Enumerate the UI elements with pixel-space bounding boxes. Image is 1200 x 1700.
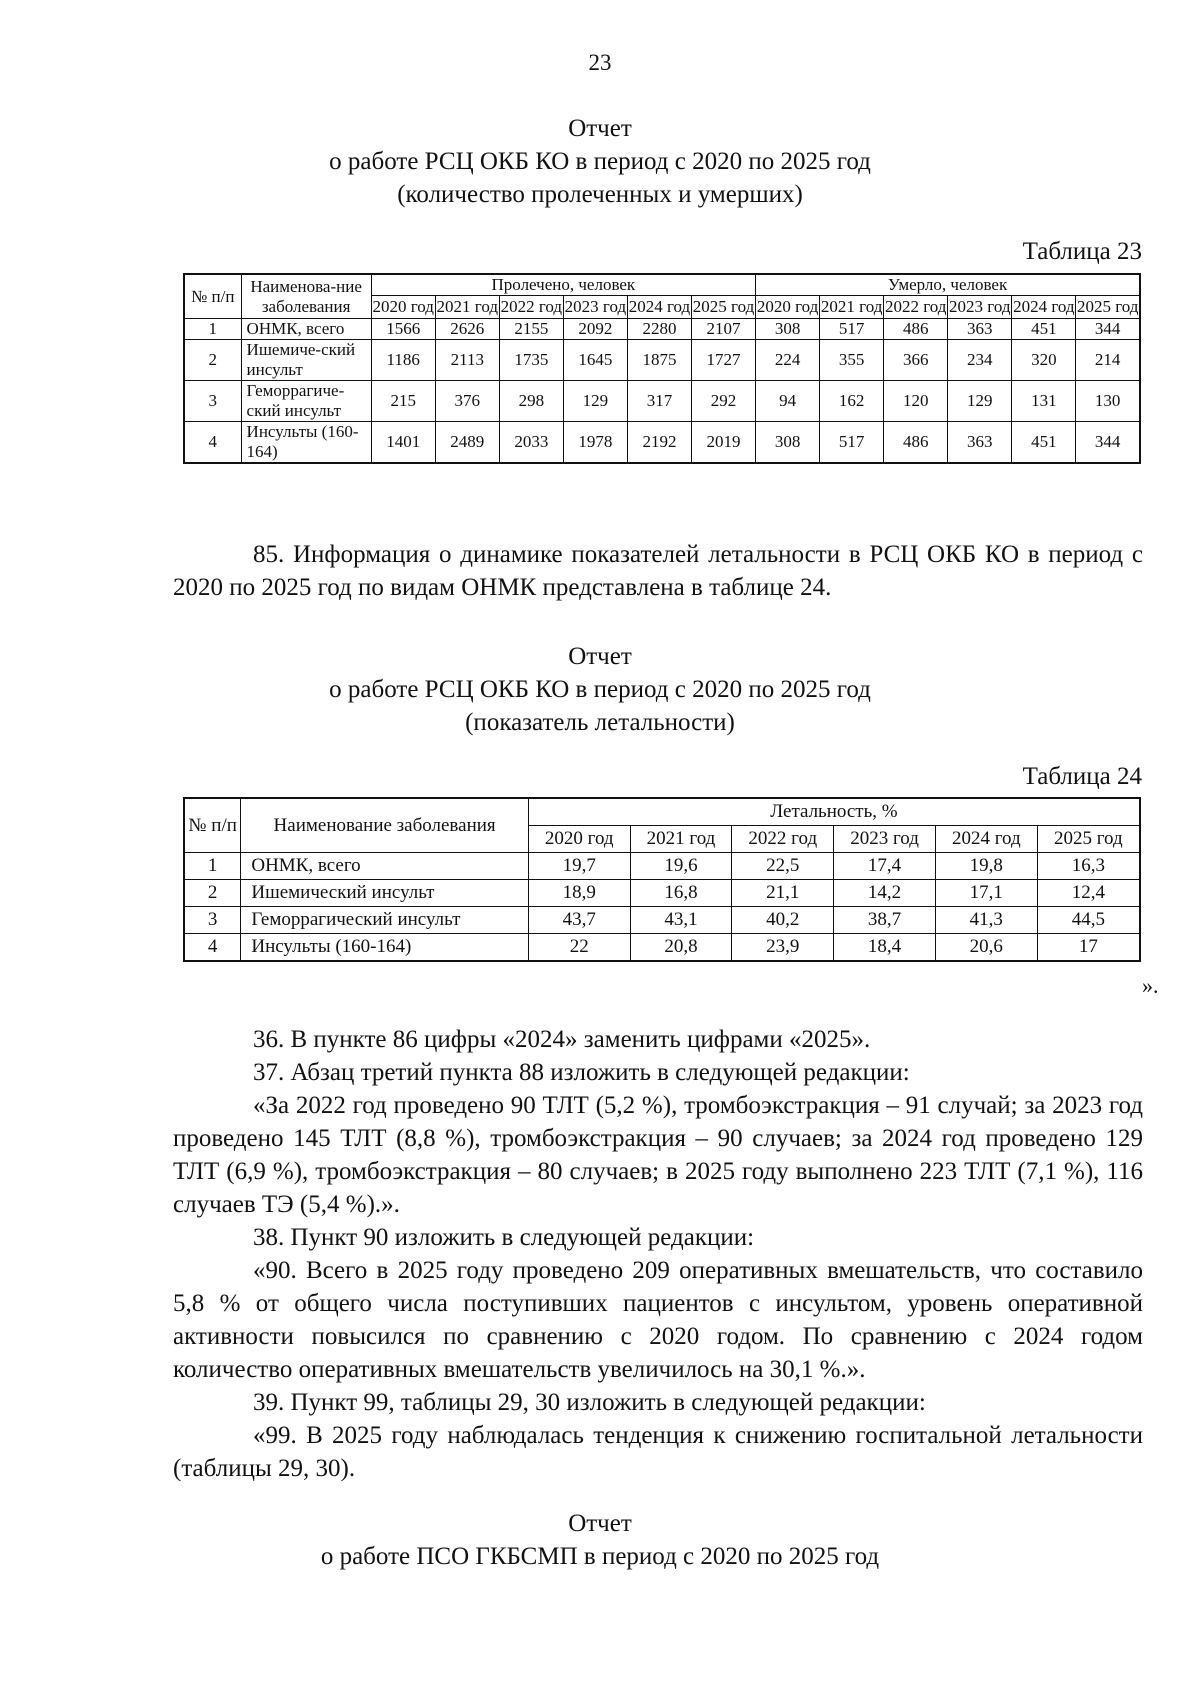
col-header-name: Наименование заболевания: [241, 798, 529, 853]
paragraph-38-quote: «90. Всего в 2025 году проведено 209 оперативных вмешательств, что составило 5,8 % от общего числа поступивших пациентов с инсультом, уровень оперативной активности повысился по сравнению с 2020 годом. По сравнению с 2024 годом количество оперативных вмешательств увеличилось на 30,1 %.».: [173, 1257, 1143, 1383]
year-header: 2025 год: [1037, 826, 1140, 853]
died-value: 366: [884, 340, 948, 381]
treated-value: 1401: [371, 422, 435, 464]
table-24: [183, 797, 1141, 962]
died-value: 363: [948, 319, 1012, 340]
table-row: [184, 422, 1140, 464]
row-number: 4: [184, 422, 241, 464]
lethality-value: 23,9: [732, 934, 834, 962]
lethality-value: 14,2: [834, 880, 936, 907]
table-row: [184, 880, 1140, 907]
row-number: 2: [184, 340, 241, 381]
year-header: 2023 год: [948, 296, 1012, 319]
row-number: 3: [184, 907, 241, 934]
lethality-value: 20,8: [630, 934, 732, 962]
treated-value: 2155: [499, 319, 563, 340]
died-value: 214: [1076, 340, 1140, 381]
report3-subheading: о работе ПСО ГКБСМП в период с 2020 по 2025 год: [320, 1543, 880, 1570]
treated-value: 2092: [563, 319, 627, 340]
died-value: 308: [756, 422, 820, 464]
year-header: 2025 год: [691, 296, 755, 319]
lethality-value: 19,8: [935, 853, 1037, 880]
paragraph-85: [173, 538, 1143, 604]
table-row: [184, 934, 1140, 962]
treated-value: 2489: [435, 422, 499, 464]
table-row: [184, 853, 1140, 880]
year-header: 2020 год: [371, 296, 435, 319]
year-header: 2020 год: [756, 296, 820, 319]
lethality-value: 20,6: [935, 934, 1037, 962]
year-header: 2024 год: [1012, 296, 1076, 319]
paragraph-36: 36. В пункте 86 цифры «2024» заменить цифрами «2025».: [253, 1026, 871, 1053]
treated-value: 2192: [627, 422, 691, 464]
year-header: 2021 год: [630, 826, 732, 853]
disease-name: ОНМК, всего: [241, 319, 371, 340]
treated-value: 1735: [499, 340, 563, 381]
paragraph-38: 38. Пункт 90 изложить в следующей редакции:: [253, 1224, 755, 1251]
year-header: 2022 год: [884, 296, 948, 319]
amendments-text: [173, 1023, 1143, 1485]
year-header: 2025 год: [1076, 296, 1140, 319]
died-value: 517: [820, 422, 884, 464]
died-value: 130: [1076, 381, 1140, 422]
row-number: 1: [184, 319, 241, 340]
died-value: 486: [884, 422, 948, 464]
paragraph-39-quote: «99. В 2025 году наблюдалась тенденция к снижению госпитальной летальности (таблицы 29, 30).: [173, 1422, 1143, 1482]
lethality-value: 38,7: [834, 907, 936, 934]
died-value: 355: [820, 340, 884, 381]
report3-title: [0, 1507, 1200, 1573]
year-header: 2020 год: [528, 826, 630, 853]
row-number: 2: [184, 880, 241, 907]
table-row: [184, 907, 1140, 934]
page-number: 23: [588, 50, 612, 75]
treated-value: 376: [435, 381, 499, 422]
report1-heading: Отчет: [568, 115, 632, 142]
row-number: 1: [184, 853, 241, 880]
lethality-value: 19,7: [528, 853, 630, 880]
disease-name: ОНМК, всего: [241, 853, 529, 880]
lethality-value: 44,5: [1037, 907, 1140, 934]
died-value: 344: [1076, 422, 1140, 464]
year-header: 2021 год: [820, 296, 884, 319]
report1-title: [0, 112, 1200, 211]
report2-heading: Отчет: [568, 643, 632, 670]
treated-value: 2019: [691, 422, 755, 464]
lethality-value: 18,4: [834, 934, 936, 962]
died-value: 517: [820, 319, 884, 340]
treated-value: 1566: [371, 319, 435, 340]
died-value: 320: [1012, 340, 1076, 381]
table-row: [184, 340, 1140, 381]
disease-name: Инсульты (160-164): [241, 422, 371, 464]
died-value: 451: [1012, 422, 1076, 464]
disease-name: Ишемиче-ский инсульт: [241, 340, 371, 381]
treated-value: 292: [691, 381, 755, 422]
treated-value: 2033: [499, 422, 563, 464]
lethality-value: 21,1: [732, 880, 834, 907]
report2-note: (показатель летальности): [465, 709, 735, 736]
treated-value: 1727: [691, 340, 755, 381]
treated-value: 317: [627, 381, 691, 422]
treated-value: 2626: [435, 319, 499, 340]
col-header-died: Умерло, человек: [756, 274, 1140, 296]
report1-subheading: о работе РСЦ ОКБ КО в период с 2020 по 2025 год: [329, 148, 871, 175]
col-header-num: № п/п: [184, 274, 241, 319]
table-row: [184, 319, 1140, 340]
lethality-value: 22: [528, 934, 630, 962]
lethality-value: 16,8: [630, 880, 732, 907]
col-header-num: № п/п: [184, 798, 241, 853]
lethality-value: 16,3: [1037, 853, 1140, 880]
report2-subheading: о работе РСЦ ОКБ КО в период с 2020 по 2025 год: [329, 676, 871, 703]
year-header: 2022 год: [499, 296, 563, 319]
lethality-value: 17,4: [834, 853, 936, 880]
treated-value: 298: [499, 381, 563, 422]
year-header: 2024 год: [935, 826, 1037, 853]
disease-name: Ишемический инсульт: [241, 880, 529, 907]
col-header-treated: Пролечено, человек: [371, 274, 755, 296]
died-value: 486: [884, 319, 948, 340]
lethality-value: 43,7: [528, 907, 630, 934]
lethality-value: 12,4: [1037, 880, 1140, 907]
disease-name: Геморрагический инсульт: [241, 907, 529, 934]
year-header: 2021 год: [435, 296, 499, 319]
disease-name: Геморрагиче-ский инсульт: [241, 381, 371, 422]
died-value: 162: [820, 381, 884, 422]
row-number: 3: [184, 381, 241, 422]
report1-note: (количество пролеченных и умерших): [397, 181, 803, 208]
col-header-name: Наименова-ние заболевания: [241, 274, 371, 319]
treated-value: 2280: [627, 319, 691, 340]
table24-caption: Таблица 24: [1022, 763, 1142, 790]
died-value: 120: [884, 381, 948, 422]
lethality-value: 41,3: [935, 907, 1037, 934]
year-header: 2022 год: [732, 826, 834, 853]
treated-value: 1978: [563, 422, 627, 464]
lethality-value: 17: [1037, 934, 1140, 962]
report3-heading: Отчет: [568, 1510, 632, 1537]
died-value: 451: [1012, 319, 1076, 340]
row-number: 4: [184, 934, 241, 962]
paragraph-37: 37. Абзац третий пункта 88 изложить в следующей редакции:: [253, 1059, 910, 1086]
died-value: 308: [756, 319, 820, 340]
disease-name: Инсульты (160-164): [241, 934, 529, 962]
table23-caption: Таблица 23: [1022, 238, 1142, 265]
table-row: [184, 381, 1140, 422]
table24-closing-quote: ».: [1142, 973, 1159, 998]
died-value: 129: [948, 381, 1012, 422]
lethality-value: 40,2: [732, 907, 834, 934]
lethality-value: 17,1: [935, 880, 1037, 907]
report2-title: [0, 640, 1200, 739]
treated-value: 2113: [435, 340, 499, 381]
year-header: 2023 год: [563, 296, 627, 319]
year-header: 2024 год: [627, 296, 691, 319]
treated-value: 215: [371, 381, 435, 422]
died-value: 234: [948, 340, 1012, 381]
paragraph-37-quote: «За 2022 год проведено 90 ТЛТ (5,2 %), тромбоэкстракция – 91 случай; за 2023 год проведено 145 ТЛТ (8,8 %), тромбоэкстракция – 90 случаев; за 2024 год проведено 129 ТЛТ (6,9 %), тромбоэкстракция – 80 случаев; в 2025 году выполнено 223 ТЛТ (7,1 %), 116 случаев ТЭ (5,4 %).».: [173, 1092, 1143, 1218]
paragraph-85-text: 85. Информация о динамике показателей летальности в РСЦ ОКБ КО в период с 2020 по 2025 год по видам ОНМК представлена в таблице 24.: [173, 541, 1143, 601]
table-23: [183, 273, 1141, 464]
paragraph-39: 39. Пункт 99, таблицы 29, 30 изложить в следующей редакции:: [253, 1389, 926, 1416]
lethality-value: 18,9: [528, 880, 630, 907]
died-value: 224: [756, 340, 820, 381]
lethality-value: 43,1: [630, 907, 732, 934]
lethality-value: 22,5: [732, 853, 834, 880]
treated-value: 1186: [371, 340, 435, 381]
treated-value: 1645: [563, 340, 627, 381]
died-value: 344: [1076, 319, 1140, 340]
col-header-lethality: Летальность, %: [528, 798, 1140, 826]
died-value: 363: [948, 422, 1012, 464]
year-header: 2023 год: [834, 826, 936, 853]
died-value: 94: [756, 381, 820, 422]
lethality-value: 19,6: [630, 853, 732, 880]
treated-value: 1875: [627, 340, 691, 381]
died-value: 131: [1012, 381, 1076, 422]
treated-value: 129: [563, 381, 627, 422]
treated-value: 2107: [691, 319, 755, 340]
